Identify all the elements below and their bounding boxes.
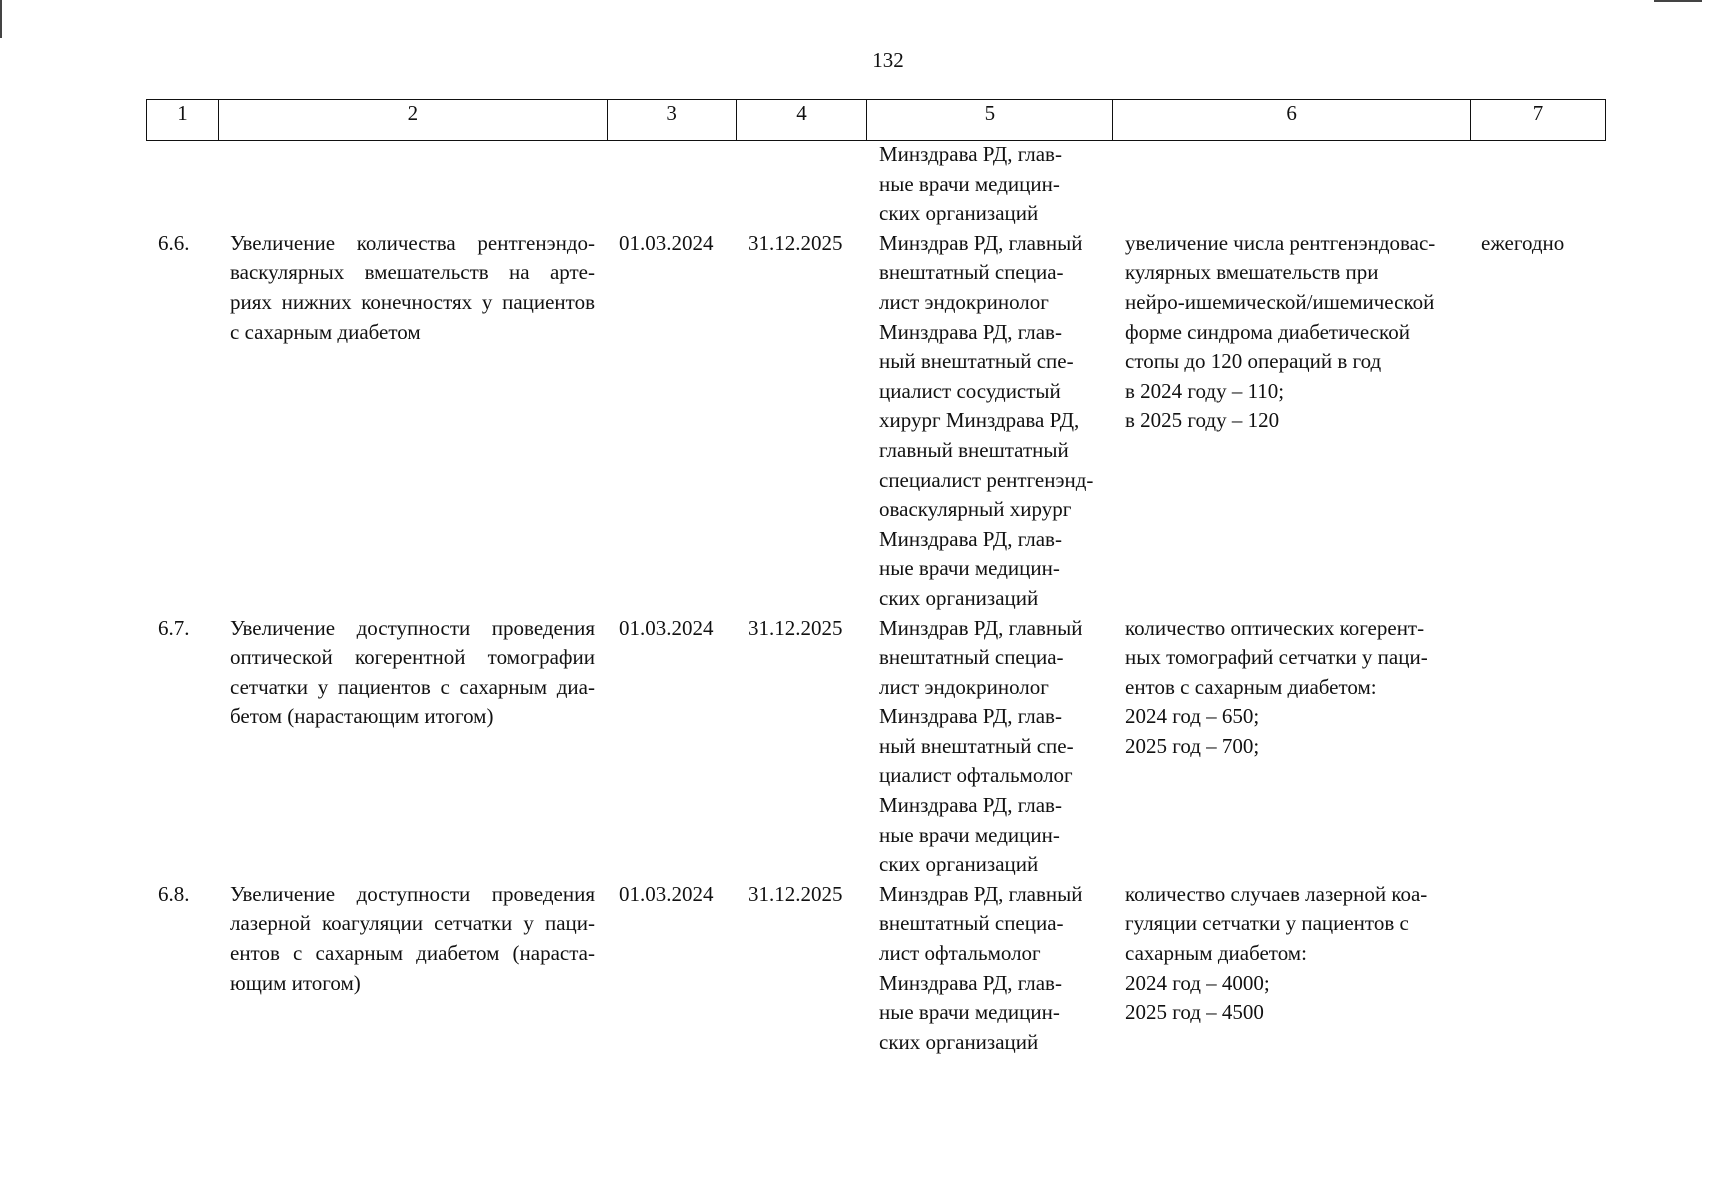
- responsible: Минздрав РД, главный внештатный специа- лист эндокринолог Минздрава РД, глав- ный внештатный спе- циалист офтальмолог Минздрава РД, глав- ные врачи медицин- ских организаций: [879, 615, 1083, 877]
- row-number: 6.8.: [158, 881, 190, 906]
- responsible: Минздрав РД, главный внештатный специа- лист эндокринолог Минздрава РД, глав- ный внештатный спе- циалист сосудистый хирург Минздрава РД, главный внештатный специалист рентгенэнд- оваскулярный хирург Минздрава РД, глав- ные врачи медицин- ских организаций: [879, 230, 1094, 610]
- end-date: 31.12.2025: [748, 230, 843, 255]
- table-row-6-8: [146, 880, 1606, 1058]
- page-number: 132: [872, 48, 904, 72]
- row-title: Увеличение доступности проведения лазерной коагуляции сетчатки у паци- ентов с сахарным диабетом (нараста- ющим итогом): [230, 881, 595, 995]
- row-title: Увеличение доступности проведения оптической когерентной томографии сетчатки у пациентов с сахарным диа- бетом (нарастающим итогом): [230, 615, 595, 729]
- column-number-header: [146, 99, 1606, 141]
- header-col-1: 1: [147, 100, 219, 141]
- start-date: 01.03.2024: [619, 615, 714, 640]
- row-number: 6.7.: [158, 615, 190, 640]
- table-row-6-7: [146, 614, 1606, 880]
- continuation-responsible: Минздрава РД, глав- ные врачи медицин- ских организаций: [879, 142, 1062, 226]
- end-date: 31.12.2025: [748, 881, 843, 906]
- header-col-4: 4: [736, 100, 867, 141]
- period: [1471, 614, 1606, 880]
- row-number: 6.6.: [158, 230, 190, 255]
- header-col-6: 6: [1113, 100, 1471, 141]
- header-col-5: 5: [867, 100, 1113, 141]
- header-col-2: 2: [218, 100, 607, 141]
- period: ежегодно: [1481, 230, 1565, 255]
- responsible: Минздрав РД, главный внештатный специа- лист офтальмолог Минздрава РД, глав- ные врачи медицин- ских организаций: [879, 881, 1083, 1054]
- start-date: 01.03.2024: [619, 230, 714, 255]
- row-title: Увеличение количества рентгенэндо- васкулярных вмешательств на арте- риях нижних конечностях у пациентов с сахарным диабетом: [230, 230, 595, 344]
- start-date: 01.03.2024: [619, 881, 714, 906]
- scan-edge-mark: [0, 0, 2, 38]
- table-body: [146, 140, 1606, 1057]
- scan-corner-mark: [1654, 0, 1702, 2]
- expected-result: количество случаев лазерной коа- гуляции сетчатки у пациентов с сахарным диабетом: 2024 год – 4000; 2025 год – 4500: [1125, 881, 1428, 1025]
- continuation-row: [146, 140, 1606, 229]
- period: [1471, 880, 1606, 1058]
- header-col-7: 7: [1471, 100, 1606, 141]
- end-date: 31.12.2025: [748, 615, 843, 640]
- header-col-3: 3: [607, 100, 736, 141]
- expected-result: количество оптических когерент- ных томографий сетчатки у паци- ентов с сахарным диабетом: 2024 год – 650; 2025 год – 700;: [1125, 615, 1428, 758]
- table-row-6-6: [146, 229, 1606, 614]
- expected-result: увеличение числа рентгенэндовас- кулярных вмешательств при нейро-ишемической/ишемической форме синдрома диабетической стопы до 120 операций в год в 2024 году – 110; в 2025 году – 120: [1125, 230, 1436, 433]
